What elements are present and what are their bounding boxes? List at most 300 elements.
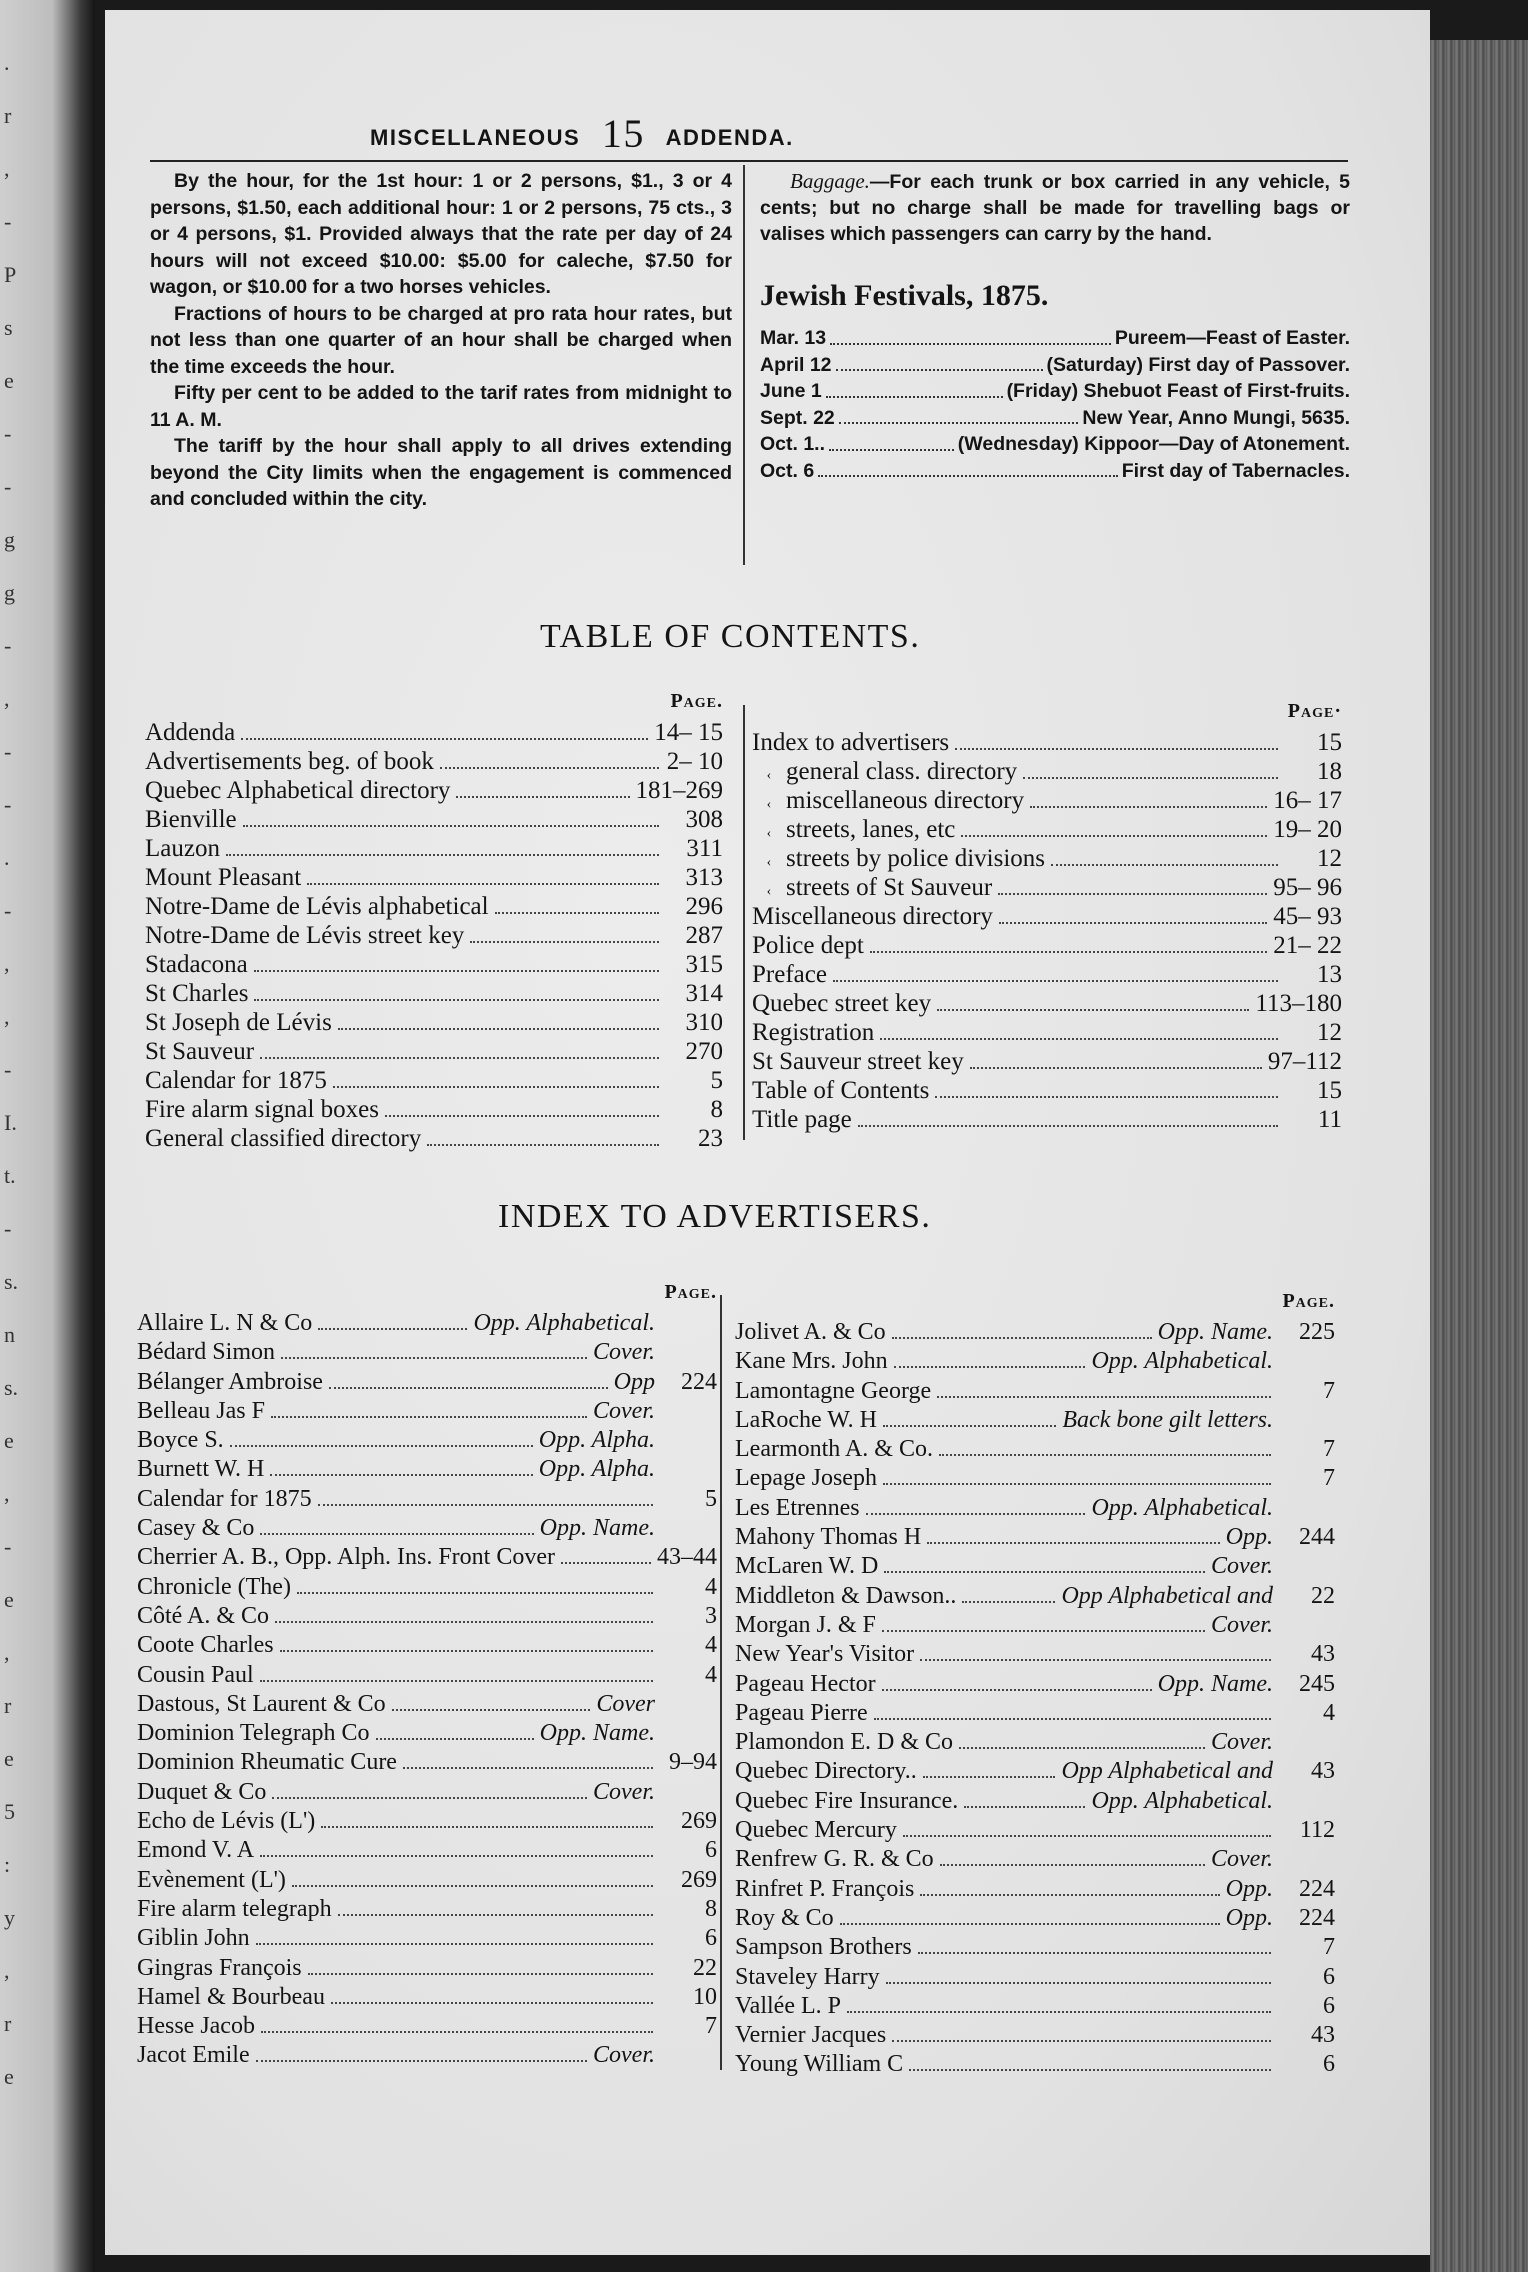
advertiser-entry xyxy=(137,1748,717,1777)
advertiser-page: 224 xyxy=(1299,1875,1335,1902)
toc-entry-name: Mount Pleasant xyxy=(145,864,302,891)
toc-entry-page: 97–112 xyxy=(1267,1048,1342,1075)
advertiser-name: Learmonth A. & Co. xyxy=(735,1436,933,1463)
toc-entry-page: 16– 17 xyxy=(1273,787,1342,814)
index-title: INDEX TO ADVERTISERS. xyxy=(498,1198,932,1235)
dot-leader xyxy=(376,1738,534,1740)
toc-entry xyxy=(145,1037,723,1066)
festival-row xyxy=(760,352,1350,379)
toc-entry-name: Calendar for 1875 xyxy=(145,1067,327,1094)
toc-page-label-right: Page· xyxy=(1287,700,1342,722)
dot-leader xyxy=(884,1571,1205,1573)
advertiser-name: Les Etrennes xyxy=(735,1494,860,1521)
margin-mark: e xyxy=(4,1746,14,1771)
toc-entry-page: 12 xyxy=(1317,845,1342,872)
toc-title: TABLE OF CONTENTS. xyxy=(540,618,921,655)
advertiser-name: Middleton & Dawson.. xyxy=(735,1582,957,1609)
advertiser-page: 22 xyxy=(693,1954,717,1981)
toc-entry-page: 5 xyxy=(710,1067,723,1094)
advertiser-name: Cherrier A. B., Opp. Alph. Ins. Front Cover xyxy=(137,1544,555,1571)
toc-entry-page: 308 xyxy=(685,806,723,833)
advertiser-entry xyxy=(137,1397,717,1426)
advertiser-entry xyxy=(735,1992,1335,2021)
dot-leader xyxy=(256,1943,653,1945)
festival-event: Pureem—Feast of Easter. xyxy=(1114,327,1350,349)
dot-leader xyxy=(826,378,1003,398)
advertiser-name: Belleau Jas F xyxy=(137,1397,265,1424)
advertiser-entry xyxy=(137,1661,717,1690)
advertiser-name: Jolivet A. & Co xyxy=(735,1319,886,1345)
dot-leader xyxy=(970,1067,1262,1069)
header-right: ADDENDA. xyxy=(665,125,794,150)
toc-entry-name: Quebec Alphabetical directory xyxy=(145,777,451,804)
advertiser-entry xyxy=(137,1426,717,1455)
dot-leader xyxy=(392,1709,591,1711)
advertiser-page: 7 xyxy=(1323,1436,1335,1463)
advertiser-name: Echo de Lévis (L') xyxy=(137,1808,316,1835)
toc-column-divider xyxy=(743,705,745,1140)
advertiser-page: 7 xyxy=(1323,1377,1335,1404)
sub-entry-mark: ‹ xyxy=(766,768,772,783)
advertiser-entry xyxy=(137,1866,717,1895)
margin-mark: - xyxy=(4,633,12,658)
advertiser-entry xyxy=(735,1406,1335,1435)
toc-entry xyxy=(145,1095,723,1124)
dot-leader xyxy=(260,1533,533,1535)
advertiser-note: Cover. xyxy=(593,1397,655,1424)
advertiser-entry xyxy=(137,1338,717,1367)
advertiser-name: Rinfret P. François xyxy=(735,1875,915,1902)
advertiser-note: Opp xyxy=(613,1368,655,1395)
toc-entry-page: 311 xyxy=(686,835,723,862)
dot-leader xyxy=(999,922,1267,924)
dot-leader xyxy=(920,1894,1219,1896)
toc-entry xyxy=(145,747,723,776)
dot-leader xyxy=(338,1914,653,1916)
dot-leader xyxy=(939,1454,1271,1456)
dot-leader xyxy=(331,2002,653,2004)
advertiser-name: Vallée L. P xyxy=(735,1992,841,2019)
advertiser-page: 112 xyxy=(1299,1817,1335,1844)
advertiser-entry xyxy=(735,1377,1335,1406)
margin-mark: I. xyxy=(4,1110,17,1135)
margin-mark: e xyxy=(4,1587,14,1612)
toc-entry-name: St Charles xyxy=(145,980,249,1007)
advertiser-name: Quebec Mercury xyxy=(735,1817,897,1844)
toc-entry-page: 314 xyxy=(685,980,723,1007)
margin-mark: e xyxy=(4,368,14,393)
baggage-paragraph xyxy=(760,168,1350,247)
margin-mark: - xyxy=(4,209,12,234)
margin-mark: r xyxy=(4,103,12,128)
toc-entry-page: 8 xyxy=(710,1096,723,1123)
advertiser-name: Kane Mrs. John xyxy=(735,1348,888,1375)
advertiser-entry xyxy=(137,1631,717,1660)
advertiser-name: Coote Charles xyxy=(137,1632,274,1659)
dot-leader xyxy=(882,1630,1205,1632)
advertiser-name: Bédard Simon xyxy=(137,1339,275,1366)
index-column-divider xyxy=(720,1295,722,2070)
advertiser-entry xyxy=(137,1807,717,1836)
festival-date: Oct. 6 xyxy=(760,459,815,482)
dot-leader xyxy=(959,1747,1205,1749)
advertiser-note: Opp. Alphabetical. xyxy=(1091,1787,1273,1814)
dot-leader xyxy=(833,980,1278,982)
toc-entry xyxy=(752,873,1342,902)
dot-leader xyxy=(923,1776,1056,1778)
toc-entry-page: 15 xyxy=(1317,1077,1342,1104)
margin-mark: s xyxy=(4,315,13,340)
dot-leader xyxy=(830,325,1111,345)
dot-leader xyxy=(935,1096,1278,1098)
toc-entry xyxy=(752,989,1342,1018)
toc-entry-name: Quebec street key xyxy=(752,990,932,1017)
dot-leader xyxy=(892,2040,1271,2042)
advertiser-name: Sampson Brothers xyxy=(735,1934,912,1961)
page-number: 15 xyxy=(601,111,645,156)
toc-entry xyxy=(145,805,723,834)
advertiser-name: Côté A. & Co xyxy=(137,1602,270,1629)
toc-entry-name: miscellaneous directory xyxy=(786,787,1025,814)
advertiser-name: Plamondon E. D & Co xyxy=(735,1729,954,1756)
advertiser-entry xyxy=(137,1924,717,1953)
margin-mark: r xyxy=(4,1693,12,1718)
advertiser-note: Opp. Name. xyxy=(539,1720,655,1747)
tariff-paragraph: By the hour, for the 1st hour: 1 or 2 persons, $1., 3 or 4 persons, $1.50, each additional hour: 1 or 2 persons, 75 cts., 3 or 4 persons, $1. Provided always that the rate per day of 24 hours will not exceed $10.00: $5.00 for caleche, $7.50 for wagon, or $10.00 for a two horses vehicles. xyxy=(150,170,732,298)
advertiser-page: 4 xyxy=(705,1573,717,1600)
advertiser-page: 6 xyxy=(1323,2051,1335,2078)
advertiser-entry xyxy=(137,2041,717,2070)
advertiser-name: Chronicle (The) xyxy=(137,1573,291,1600)
margin-mark: - xyxy=(4,1534,12,1559)
dot-leader xyxy=(385,1115,659,1117)
advertiser-name: Dominion Rheumatic Cure xyxy=(137,1749,397,1776)
dot-leader xyxy=(241,738,648,740)
toc-entry-name: Preface xyxy=(752,961,827,988)
advertiser-note: Opp. Alpha. xyxy=(538,1456,655,1483)
advertiser-entry xyxy=(137,1309,717,1338)
advertiser-note: Opp. xyxy=(1225,1904,1273,1931)
advertiser-note: Opp Alphabetical and xyxy=(1061,1582,1273,1609)
advertiser-name: Lepage Joseph xyxy=(735,1465,877,1492)
toc-entry-name: St Joseph de Lévis xyxy=(145,1009,332,1036)
advertiser-entry xyxy=(137,1836,717,1865)
advertiser-entry xyxy=(735,1963,1335,1992)
tariff-text xyxy=(150,168,732,513)
advertiser-entry xyxy=(735,1845,1335,1874)
advertiser-entry xyxy=(735,1347,1335,1376)
dot-leader xyxy=(892,1337,1152,1339)
toc-entry xyxy=(752,1076,1342,1105)
toc-entry xyxy=(752,815,1342,844)
advertiser-page: 244 xyxy=(1299,1524,1335,1551)
advertiser-note: Opp. Name. xyxy=(1157,1319,1273,1345)
dot-leader xyxy=(920,1659,1271,1661)
advertiser-page: 5 xyxy=(705,1485,717,1512)
advertiser-name: Boyce S. xyxy=(137,1427,224,1454)
margin-mark: P xyxy=(4,262,17,287)
margin-mark: , xyxy=(4,1481,10,1506)
toc-entry xyxy=(752,728,1342,757)
dot-leader xyxy=(281,1357,587,1359)
dot-leader xyxy=(256,2060,587,2062)
toc-entry-name: general class. directory xyxy=(786,758,1018,785)
advertiser-page: 9–94 xyxy=(669,1749,717,1776)
advertiser-entry xyxy=(735,1816,1335,1845)
advertiser-entry xyxy=(137,1895,717,1924)
dot-leader xyxy=(918,1952,1271,1954)
festival-event: First day of Tabernacles. xyxy=(1121,459,1350,482)
advertiser-entry xyxy=(137,2012,717,2041)
festival-event: New Year, Anno Mungi, 5635. xyxy=(1082,406,1350,429)
advertiser-name: Vernier Jacques xyxy=(735,2022,887,2049)
festival-row xyxy=(760,458,1350,485)
toc-entry-name: St Sauveur xyxy=(145,1038,255,1065)
advertiser-name: Evènement (L') xyxy=(137,1866,286,1893)
tariff-paragraph: Fifty per cent to be added to the tarif rates from midnight to 11 A. M. xyxy=(150,382,732,431)
advertiser-name: Hamel & Bourbeau xyxy=(137,1983,325,2010)
dot-leader xyxy=(940,1864,1205,1866)
dot-leader xyxy=(880,1038,1278,1040)
advertiser-page: 224 xyxy=(681,1368,717,1395)
toc-entry-page: 2– 10 xyxy=(666,748,723,775)
advertiser-page: 6 xyxy=(1323,1963,1335,1990)
dot-leader xyxy=(333,1086,659,1088)
toc-entry xyxy=(752,931,1342,960)
festival-date: June 1 xyxy=(760,380,822,402)
index-page-label: Page. xyxy=(664,1281,717,1303)
dot-leader xyxy=(870,951,1267,953)
advertiser-name: Quebec Directory.. xyxy=(735,1758,917,1785)
dot-leader xyxy=(883,1425,1056,1427)
toc-entry xyxy=(145,979,723,1008)
advertiser-entry xyxy=(735,1699,1335,1728)
advertiser-entry xyxy=(137,1778,717,1807)
advertiser-page: 4 xyxy=(705,1661,717,1688)
margin-mark: y xyxy=(4,1905,15,1930)
advertiser-note: Opp. xyxy=(1225,1875,1273,1902)
advertiser-page: 43 xyxy=(1311,2022,1335,2049)
advertiser-note: Cover. xyxy=(593,1339,655,1366)
advertiser-name: Young William C xyxy=(735,2051,904,2078)
advertiser-entry xyxy=(735,2050,1335,2079)
toc-entry xyxy=(145,892,723,921)
advertiser-entry xyxy=(735,1640,1335,1669)
advertiser-page: 43 xyxy=(1311,1641,1335,1668)
toc-entry-page: 19– 20 xyxy=(1273,816,1342,843)
dot-leader xyxy=(561,1562,651,1564)
index-left-column xyxy=(137,1281,717,2071)
dot-leader xyxy=(1030,806,1267,808)
dot-leader xyxy=(829,431,954,451)
advertiser-page: 10 xyxy=(693,1983,717,2010)
advertiser-page: 22 xyxy=(1311,1582,1335,1609)
advertiser-note: Cover. xyxy=(1211,1729,1273,1756)
header-left: MISCELLANEOUS xyxy=(370,125,581,150)
sub-entry-mark: ‹ xyxy=(766,855,772,870)
advertiser-entry xyxy=(735,1933,1335,1962)
dot-leader xyxy=(1051,864,1278,866)
toc-entry-name: Title page xyxy=(752,1106,852,1133)
dot-leader xyxy=(272,1797,587,1799)
toc-entry-name: Registration xyxy=(752,1019,875,1046)
advertiser-page: 245 xyxy=(1299,1670,1335,1697)
margin-mark: e xyxy=(4,2064,14,2089)
toc-entry-name: Addenda xyxy=(145,719,236,746)
toc-entry-page: 14– 15 xyxy=(654,719,723,746)
advertiser-note: Cover. xyxy=(593,1778,655,1805)
advertiser-page: 4 xyxy=(1323,1699,1335,1726)
dot-leader xyxy=(937,1009,1249,1011)
dot-leader xyxy=(318,1328,467,1330)
advertiser-note: Cover. xyxy=(1211,1553,1273,1580)
advertiser-name: Casey & Co xyxy=(137,1515,255,1542)
advertiser-entry xyxy=(137,1954,717,1983)
toc-entry xyxy=(752,1047,1342,1076)
advertiser-page: 7 xyxy=(1323,1934,1335,1961)
festival-row xyxy=(760,378,1350,405)
toc-entry-name: Notre-Dame de Lévis street key xyxy=(145,922,465,949)
advertiser-entry xyxy=(735,1670,1335,1699)
top-right-column xyxy=(760,168,1350,484)
dot-leader xyxy=(280,1650,653,1652)
advertiser-page: 6 xyxy=(705,1837,717,1864)
toc-entry-name: streets by police divisions xyxy=(786,845,1045,872)
advertiser-entry xyxy=(735,1728,1335,1757)
festival-event: (Wednesday) Kippoor—Day of Atonement. xyxy=(957,433,1350,455)
advertiser-name: Emond V. A xyxy=(137,1837,255,1864)
advertiser-note: Opp. xyxy=(1225,1524,1273,1551)
dot-leader xyxy=(318,1504,653,1506)
toc-entry-page: 18 xyxy=(1317,758,1342,785)
advertiser-note: Opp. Name. xyxy=(1157,1670,1273,1697)
jewish-festivals-list xyxy=(760,325,1350,484)
toc-entry xyxy=(145,1008,723,1037)
toc-entry xyxy=(145,1066,723,1095)
toc-entry-page: 270 xyxy=(685,1038,723,1065)
sub-entry-mark: ‹ xyxy=(766,797,772,812)
baggage-text: —For each trunk or box carried in any vehicle, 5 cents; but no charge shall be made for travelling bags or valises which passengers can carry by the hand. xyxy=(760,171,1350,245)
toc-entry-page: 11 xyxy=(1317,1106,1342,1133)
baggage-label: Baggage. xyxy=(790,169,870,193)
dot-leader xyxy=(847,2011,1271,2013)
toc-entry-page: 13 xyxy=(1317,961,1342,988)
dot-leader xyxy=(909,2069,1271,2071)
advertiser-name: Duquet & Co xyxy=(137,1778,267,1805)
advertiser-name: New Year's Visitor xyxy=(735,1641,915,1668)
toc-entry-page: 313 xyxy=(685,864,723,891)
dot-leader xyxy=(260,1680,653,1682)
toc-entry-page: 15 xyxy=(1317,729,1342,756)
festival-row xyxy=(760,431,1350,458)
toc-entry-name: Stadacona xyxy=(145,951,248,978)
advertiser-name: Gingras François xyxy=(137,1954,302,1981)
advertiser-entry xyxy=(137,1455,717,1484)
dot-leader xyxy=(292,1885,653,1887)
dot-leader xyxy=(321,1826,653,1828)
toc-entry-name: streets, lanes, etc xyxy=(786,816,956,843)
advertiser-page: 269 xyxy=(681,1866,717,1893)
dot-leader xyxy=(886,1982,1271,1984)
advertiser-entry xyxy=(137,1983,717,2012)
margin-mark: s. xyxy=(4,1269,19,1294)
advertiser-entry xyxy=(735,1904,1335,1933)
toc-entry-page: 113–180 xyxy=(1255,990,1342,1017)
sub-entry-mark: ‹ xyxy=(766,826,772,841)
advertiser-note: Opp. Alphabetical. xyxy=(1091,1494,1273,1521)
toc-entry-name: Fire alarm signal boxes xyxy=(145,1096,379,1123)
advertiser-name: Dominion Telegraph Co xyxy=(137,1720,370,1747)
margin-mark: g xyxy=(4,527,15,552)
left-page-margin xyxy=(0,0,95,2272)
advertiser-note: Opp Alphabetical and xyxy=(1061,1758,1273,1785)
toc-entry-page: 310 xyxy=(685,1009,723,1036)
margin-mark: g xyxy=(4,580,15,605)
toc-left-column xyxy=(145,690,723,1153)
dot-leader xyxy=(998,893,1267,895)
dot-leader xyxy=(470,941,659,943)
dot-leader xyxy=(243,825,659,827)
toc-entry xyxy=(752,786,1342,815)
advertiser-note: Cover. xyxy=(1211,1611,1273,1638)
festival-event: (Friday) Shebuot Feast of First-fruits. xyxy=(1006,380,1350,402)
advertiser-name: Calendar for 1875 xyxy=(137,1485,312,1512)
toc-entry xyxy=(145,921,723,950)
dot-leader xyxy=(927,1542,1219,1544)
toc-entry-page: 287 xyxy=(685,922,723,949)
advertiser-entry xyxy=(735,1552,1335,1581)
advertiser-note: Back bone gilt letters. xyxy=(1062,1406,1273,1433)
advertiser-name: Quebec Fire Insurance. xyxy=(735,1787,959,1814)
festival-date: Oct. 1.. xyxy=(760,433,826,455)
advertiser-entry xyxy=(137,1573,717,1602)
advertiser-name: Roy & Co xyxy=(735,1904,834,1931)
dot-leader xyxy=(275,1621,653,1623)
toc-entry-name: Notre-Dame de Lévis alphabetical xyxy=(145,893,489,920)
margin-mark: - xyxy=(4,898,12,923)
dot-leader xyxy=(937,1396,1271,1398)
tariff-paragraph: The tariff by the hour shall apply to all drives extending beyond the City limits when the engagement is commenced and concluded within the city. xyxy=(150,435,732,510)
dot-leader xyxy=(230,1445,533,1447)
advertiser-entry xyxy=(735,1523,1335,1552)
dot-leader xyxy=(883,1483,1271,1485)
advertiser-entry xyxy=(735,1464,1335,1493)
advertiser-entry xyxy=(137,1485,717,1514)
dot-leader xyxy=(962,1601,1055,1603)
advertiser-page: 43 xyxy=(1311,1758,1335,1785)
dot-leader xyxy=(840,1923,1220,1925)
advertiser-entry xyxy=(735,1582,1335,1611)
advertiser-entry xyxy=(735,1494,1335,1523)
advertiser-entry xyxy=(137,1368,717,1397)
margin-mark: , xyxy=(4,1640,10,1665)
advertiser-name: Cousin Paul xyxy=(137,1661,254,1688)
margin-mark: - xyxy=(4,792,12,817)
advertiser-page: 6 xyxy=(1323,1992,1335,2019)
dot-leader xyxy=(271,1416,587,1418)
advertiser-page: 8 xyxy=(705,1895,717,1922)
toc-entry xyxy=(752,844,1342,873)
toc-entry-name: General classified directory xyxy=(145,1125,422,1152)
dot-leader xyxy=(297,1592,653,1594)
advertiser-name: Pageau Hector xyxy=(735,1670,876,1697)
advertiser-note: Opp. Alphabetical. xyxy=(473,1310,655,1336)
advertiser-note: Opp. Alphabetical. xyxy=(1091,1348,1273,1375)
margin-mark: e xyxy=(4,1428,14,1453)
toc-entry xyxy=(752,960,1342,989)
toc-page-label: Page. xyxy=(670,690,723,712)
toc-entry-page: 315 xyxy=(685,951,723,978)
